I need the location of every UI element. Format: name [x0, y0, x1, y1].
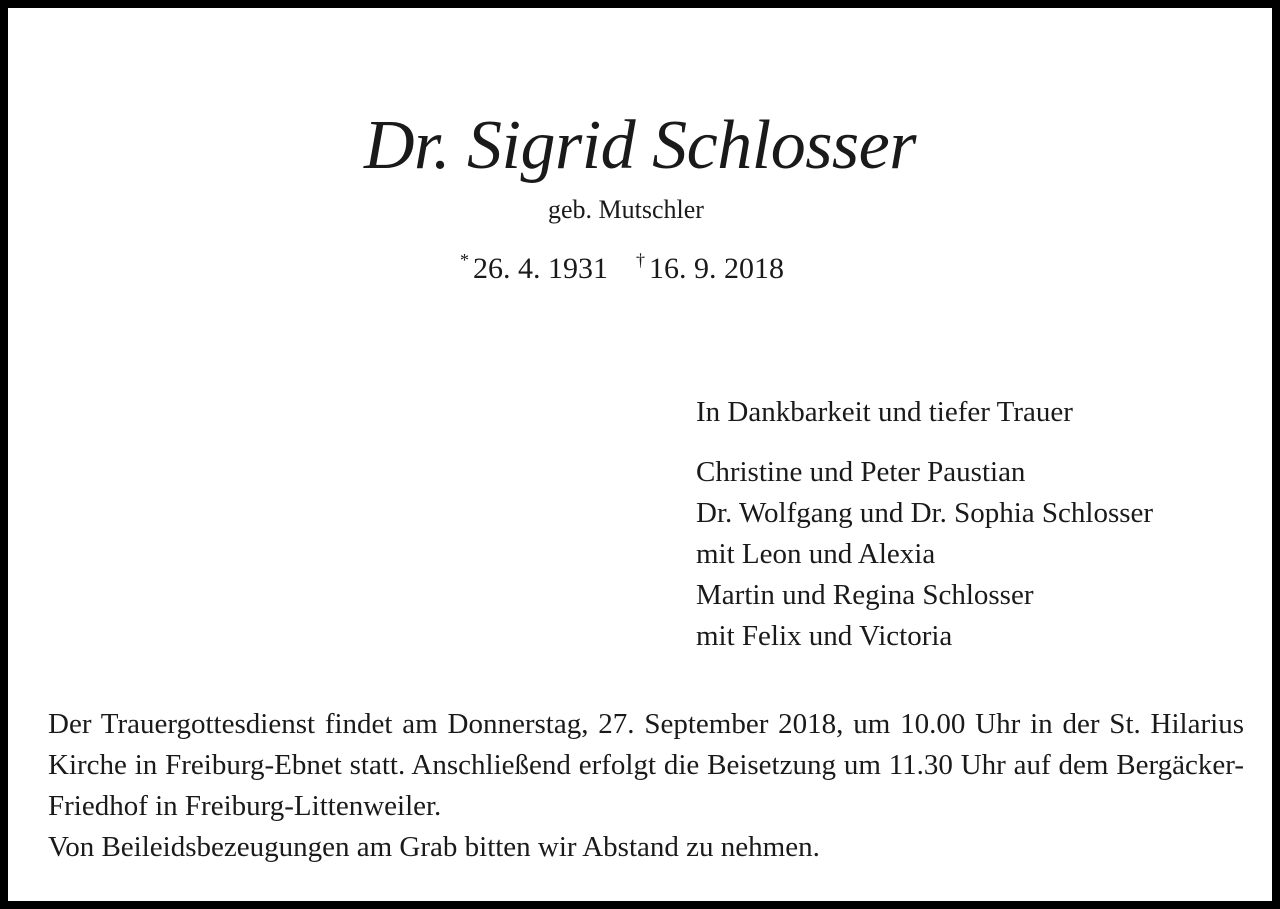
maiden-name: geb. Mutschler [548, 195, 704, 224]
mourner-line: mit Felix und Victoria [696, 620, 953, 652]
mourners-block [696, 392, 1256, 657]
mourners-intro: In Dankbarkeit und tiefer Trauer [696, 396, 1073, 428]
birth-date: 26. 4. 1931 [473, 252, 608, 285]
mourner-line: Dr. Wolfgang und Dr. Sophia Schlosser [696, 497, 1154, 529]
mourner-line: mit Leon und Alexia [696, 538, 936, 570]
closing-text: Von Beileidsbezeugungen am Grab bitten wir Abstand zu nehmen. [48, 831, 820, 863]
life-dates [460, 240, 784, 289]
death-date: 16. 9. 2018 [649, 252, 784, 285]
service-info [48, 704, 1244, 868]
deceased-name: Dr. Sigrid Schlosser [364, 107, 916, 184]
mourner-line: Martin und Regina Schlosser [696, 579, 1034, 611]
service-text: Der Trauergottesdienst findet am Donnerstag, 27. September 2018, um 10.00 Uhr in der St. Hilarius Kirche in Freiburg-Ebnet statt. Anschließend erfolgt die Beisetzung um 11.30 Uhr auf dem Bergäcker-Friedhof in Freiburg-Littenweiler. [48, 708, 1244, 822]
birth-symbol: * [460, 250, 469, 270]
mourner-line: Christine und Peter Paustian [696, 456, 1026, 488]
death-symbol: † [636, 250, 645, 270]
